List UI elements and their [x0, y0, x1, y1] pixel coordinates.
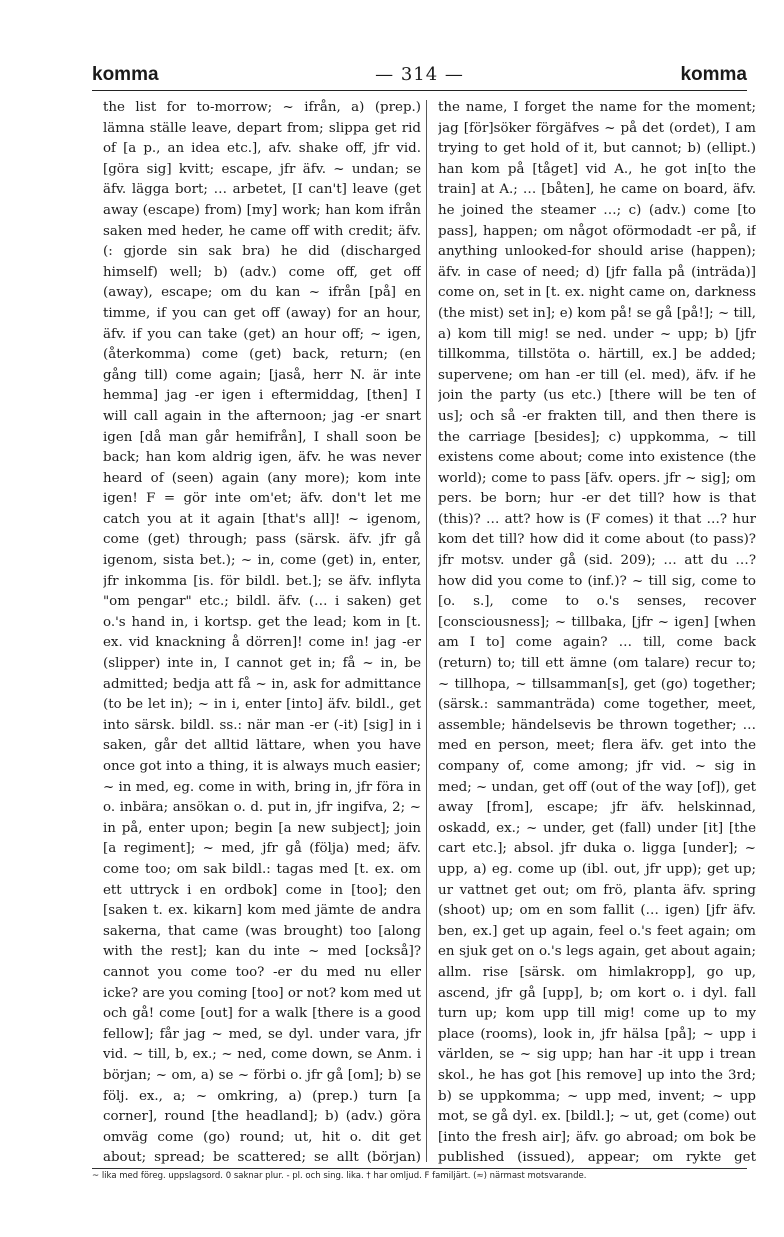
footer-rule — [92, 1168, 747, 1169]
left-column — [103, 98, 421, 1168]
right-column — [438, 98, 756, 1168]
column-divider — [426, 100, 427, 1162]
right-guide-word: komma — [680, 64, 747, 85]
left-column-text: the list for to-morrow; ~ ifrån, a) (prep.) lämna ställe leave, depart from; slippa get rid of [a p., an idea etc.], afv. shake off, jfr vid. [göra sig] kvitt; escape, jfr äfv. ~ undan; se äfv. lägga bort; … arbetet, [I can't] leave (get away (escape) from) [my] work; han kom ifrån saken med heder, he came off with credit; äfv. (: gjorde sin sak bra) he did (discharged himself) well; b) (adv.) come off, get off (away), escape; om du kan ~ ifrån [på] en timme, if you can get off (away) for an hour, äfv. if you can take (get) an hour off; ~ igen, (återkomma) come (get) back, return; (en gång till) come again; [jaså, herr N. är inte hemma] jag -er igen i eftermiddag, [then] I will call again in the afternoon; jag -er snart igen [då man går hemifrån], I shall soon be back; han kom aldrig igen, äfv. he was never heard of (seen) again (any more); kom inte igen! F = gör inte om'et; äfv. don't let me catch you at it again [that's all]! ~ igenom, come (get) through; pass (särsk. äfv. jfr gå igenom, sista bet.); ~ in, come (get) in, enter, jfr inkomma [is. för bildl. bet.]; se äfv. inflyta "om pengar" etc.; bildl. äfv. (… i saken) get o.'s hand in, i kortsp. get the lead; kom in [t. ex. vid knackning å dörren]! come in! jag -er (slipper) inte in, I cannot get in; få ~ in, be admitted; bedja att få ~ in, ask for admittance (to be let in); ~ in i, enter [into] äfv. bildl., get into särsk. bildl. ss.: när man -er (-it) [sig] in i saken, går det alltid lättare, when you have once got into a thing, it is always much easier; ~ in med, eg. come in with, bring in, jfr föra in o. inbära; ansökan o. d. put in, jfr ingifva, 2; ~ in på, enter upon; begin [a new subject]; join [a regiment]; ~ med, jfr gå (följa) med; äfv. come too; om sak bildl.: tagas med [t. ex. om ett uttryck i en ordbok] come in [too]; den [saken t. ex. kikarn] kom med jämte de andra sakerna, that came (was brought) too [along with the rest]; kan du inte ~ med [också]? cannot you come too? -er du med nu eller icke? are you coming [too] or not? kom med ut och gå! come [out] for a walk [there is a good fellow]; får jag ~ med, se dyl. under vara, jfr vid. ~ till, b, ex.; ~ ned, come down, se Anm. i början; ~ om, a) se ~ förbi o. jfr gå [om]; b) se följ. ex., a; ~ omkring, a) (prep.) turn [a corner], round [the headland]; b) (adv.) göra omväg come (go) round; ut, hit o. dit get about; spread; be scattered; se allt (början) — [103, 100, 421, 1166]
left-guide-word: komma — [92, 64, 159, 85]
abbreviation-legend: ~ lika med föreg. uppslagsord. 0 saknar plur. - pl. och sing. lika. † har omljud. F familjärt. (≈) närmast motsvarande. — [92, 1171, 587, 1181]
right-column-text: the name, I forget the name for the moment; jag [för]söker förgäfves ~ på det (ordet), I am trying to get hold of it, but cannot; b) (ellipt.) han kom på [tåget] vid A., he got in[to the train] at A.; … [båten], he came on board, äfv. he joined the steamer …; c) (adv.) come [to pass], happen; om något oförmodadt -er på, if anything unlooked-for should arise (happen); äfv. in case of need; d) [jfr falla på (inträda)] come on, set in [t. ex. night came on, darkness (the mist) set in]; e) kom på! se gå [på!]; ~ till, a) kom till mig! se ned. under ~ upp; b) [jfr tillkomma, tillstöta o. härtill, ex.] be added; supervene; om han -er till (el. med), äfv. if he join the party (us etc.) [there will be ten of us]; och så -er frakten till, and then there is the carriage [besides]; c) uppkomma, ~ till existens come about; come into existence (the world); come to pass [äfv. opers. jfr ~ sig]; om pers. be born; hur -er det till? how is that (this)? … att? how is (F comes) it that …? hur kom det till? how did it come about (to pass)? jfr motsv. under gå (sid. 209); … att du …? how did you come to (inf.)? ~ till sig, come to [o. s.], come to o.'s senses, recover [consciousness]; ~ tillbaka, [jfr ~ igen] [when am I to] come again? … till, come back (return) to; till ett ämne (om talare) recur to; ~ tillhopa, ~ tillsamman[s], get (go) together; (särsk.: sammanträda) come together, meet, assemble; händelsevis be thrown together; … med en person, meet; flera äfv. get into the company of, come among; jfr vid. ~ sig in med; ~ undan, get off (out of the way [of]), get away [from], escape; jfr äfv. helskinnad, oskadd, ex.; ~ under, get (fall) under [it] [the cart etc.]; absol. jfr duka o. ligga [under]; ~ upp, a) eg. come up (ibl. out, jfr upp); get up; ur vattnet get out; om frö, planta äfv. spring (shoot) up; om en som fallit (… igen) [jfr äfv. ben, ex.] get up again, feel o.'s feet again; om en sjuk get on o.'s legs again, get about again; allm. rise [särsk. om himlakropp], go up, ascend, jfr gå [upp], b; om kort o. i dyl. fall turn up; kom upp till mig! come up to my place (rooms), look in, jfr hälsa [på]; ~ upp i världen, se ~ sig upp; han har -it upp i trean skol., he has got [his remove] up into the 3rd; b) se uppkomma; ~ upp med, invent; ~ upp mot, se gå dyl. ex. [bildl.]; ~ ut, get (come) out [into the fresh air]; äfv. go abroad; om bok be published (issued), appear; om rykte get — [438, 100, 756, 1166]
page-header — [92, 62, 747, 91]
page-number: — 314 — — [375, 64, 464, 85]
